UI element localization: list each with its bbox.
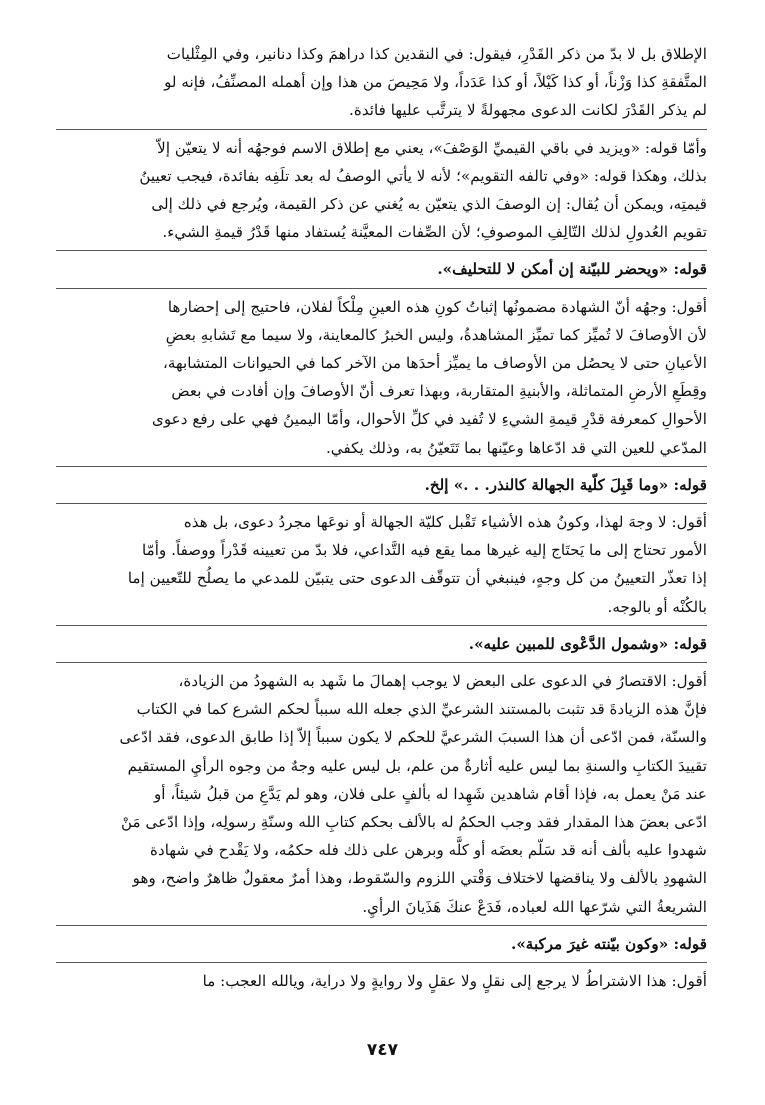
- heading-compound-evidence: [56, 930, 707, 958]
- paragraph-evidence-answer: [56, 293, 707, 462]
- text-line: وأمّا قوله: «ويزيد في باقي القيميِّ الوَصْفَ»، يعني مع إطلاق الاسم فوجهُه أنه لا يتعيّن إلاّ: [157, 138, 707, 157]
- section-divider: [56, 129, 707, 130]
- heading-vow: [56, 471, 707, 499]
- text-line: تقويم العُدولِ لذلك التّالِفِ الموصوفِ؛ لأن الصِّفات المعيَّنة يُستفاد منها قَدْرُ قيمةِ الشيء.: [162, 223, 707, 242]
- text-line: الأعيانِ حتى لا يحصُل من الأوصاف ما يميِّز أحدَها من الآخر كما في الحيوانات المتشابهة،: [162, 354, 707, 373]
- text-line: لأن الأوصافَ لا تُميِّز كما تميِّز المشاهدةُ، وليس الخبرُ كالمعاينة، ولا سيما مع تَشابهِ بعضِ: [165, 325, 707, 344]
- section-divider: [56, 925, 707, 926]
- text-line: شهدوا عليه بألف أنه قد سَلّم بعضَه أو كلَّه وبرهن على ذلك فله حكمُه، ولا يَقْدح في شهادة: [150, 841, 707, 860]
- text-line: الشهودِ بالألف ولا يناقضها لاختلاف وَقْتي اللزوم والسّقوط، وهذا أمرٌ معقولٌ ظاهرٌ واضح، وهو: [132, 869, 707, 888]
- section-divider: [56, 662, 707, 663]
- text-line: الإطلاق بل لا بدّ من ذكر القَدْرِ، فيقول: في النقدين كذا دراهمَ وكذا دنانير، وفي المِثْليات: [166, 45, 707, 63]
- section-divider: [56, 503, 707, 504]
- text-line: تقييدَ الكتابِ والسنةِ بما ليس عليه أثارةٌ من علم، بل ليس عليه وجهٌ من وجوه الرأيِ المستقيم: [127, 756, 707, 775]
- paragraph-compound-evidence-answer: [56, 967, 707, 995]
- text-line: المتَّفقةِ كذا وَزْناً، أو كذا كَيْلاً، أو كذا عَدَداً، ولا مَحِيصَ من هذا وإن أهمله المصنِّفُ، فإنه لو: [164, 73, 707, 92]
- text-line: لم يذكر القَدْرَ لكانت الدعوى مجهولةً لا يترتَّب عليها فائدة.: [349, 101, 707, 120]
- heading-claim-scope: [56, 630, 707, 658]
- text-line: إذا تعذّر التعيينُ من كل وجهٍ، فينبغي أن تتوقّف الدعوى حتى يتبيّن للمدعي ما يصلُح للتّعيين إما: [127, 569, 707, 588]
- text-line: بالكُنْه أو بالوجه.: [607, 597, 707, 616]
- text-line: أقول: الاقتصارُ في الدعوى على البعض لا يوجب إهمالَ ما شَهد به الشهودُ من الزيادة،: [178, 672, 707, 691]
- section-divider: [56, 250, 707, 251]
- text-line: المدّعي للعين التي قد ادّعاها وعيّنها بما تَتَعيّنُ به، وذلك يكفي.: [325, 438, 707, 457]
- text-line: أقول: هذا الاشتراطُ لا يرجع إلى نقلٍ ولا عقلٍ ولا روايةٍ ولا دراية، ويالله العجب: ما: [202, 972, 707, 991]
- paragraph-description: [56, 134, 707, 247]
- text-line: الأحوالِ كمعرفة قدْرِ قيمةِ الشيءِ لا تُفيد في كلِّ الأحوال، وأمّا اليمينُ فهي على رفع دعوى: [151, 410, 707, 429]
- text-line: الشريعةُ التي شرّعها الله لعباده، فَدَعْ عنكَ هَذَيانَ الرأيِ.: [362, 897, 707, 916]
- text-line: وقِطَعِ الأرضِ المتماثلة، والأبنيةِ المتقاربة، وبهذا تعرف أنّ الأوصافَ وإن أفادت في بعض: [171, 382, 707, 401]
- text-line: قيمتِه، ويمكن أن يُقال: إن الوصفَ الذي يتعيّن به يُغني عن ذكر القيمة، ويُرجع في ذلك إلى: [151, 195, 707, 214]
- quote-heading: قوله: «ويحضر للبيّنة إن أمكن لا للتحليف».: [437, 260, 707, 279]
- quote-heading: قوله: «وشمول الدَّعْوى للمبين عليه».: [468, 634, 707, 653]
- section-divider: [56, 288, 707, 289]
- text-line: والسنّة، فمن ادّعى أن هذا السببَ الشرعيَّ للحكم لا يكون سبباً إلاّ إذا طابق الدعوى، فقد ادّعى: [119, 728, 707, 747]
- page-number: ٧٤٧: [366, 1040, 399, 1060]
- quote-heading: قوله: «وما قَبِلَ كلّية الجهالة كالنذر. . .» إلخ.: [424, 475, 707, 494]
- quote-heading: قوله: «وكون بيّنته غيرَ مركبة».: [511, 934, 707, 953]
- text-line: أقول: وجهُه أنّ الشهادة مضمونُها إثباتُ كونِ هذه العينِ مِلْكاً لفلان، فاحتيج إلى إحضارها: [167, 297, 707, 316]
- section-divider: [56, 466, 707, 467]
- section-divider: [56, 625, 707, 626]
- paragraph-vow-answer: [56, 508, 707, 621]
- paragraph-claim-scope-answer: [56, 667, 707, 921]
- text-line: أقول: لا وجهَ لهذا، وكونُ هذه الأشياء تَقْبل كليّة الجهالة أو نوعَها مجردُ دعوى، بل هذه: [183, 513, 707, 532]
- text-line: فإنَّ هذه الزيادةَ قد تثبت بالمستند الشرعيِّ الذي جعله الله سبباً لحكم الشرع كما في الكتاب: [136, 700, 707, 719]
- paragraph-measure-requirement: [56, 40, 707, 125]
- heading-evidence: [56, 255, 707, 283]
- text-line: الأمور تحتاج إلى ما يَحتَاج إليه غيرها مما يقع فيه التَّداعي، فلا بدّ من تعيينه قَدْراً ووصفاً. وأمّا: [142, 541, 707, 560]
- section-divider: [56, 962, 707, 963]
- text-line: ادّعى بعضَ هذا المقدار فقد وجب الحكمُ له بالألف بحكم كتابِ الله وسنّةِ رسولِه، وإذا ادّعى مَنْ: [120, 813, 707, 832]
- text-line: عند مَنْ يعمل به، فإذا أقام شاهدين شَهِدا له بألفٍ على فلان، وهو لم يَدَّعِ من قبلُ شيئاً، أو: [153, 784, 707, 803]
- text-line: بذلك، وهكذا قوله: «وفي تالفه التقويم»؛ لأنه لا يأتي الوصفُ له بعد تلَفِه بفائدة، فيجب تعيينُ: [139, 166, 707, 185]
